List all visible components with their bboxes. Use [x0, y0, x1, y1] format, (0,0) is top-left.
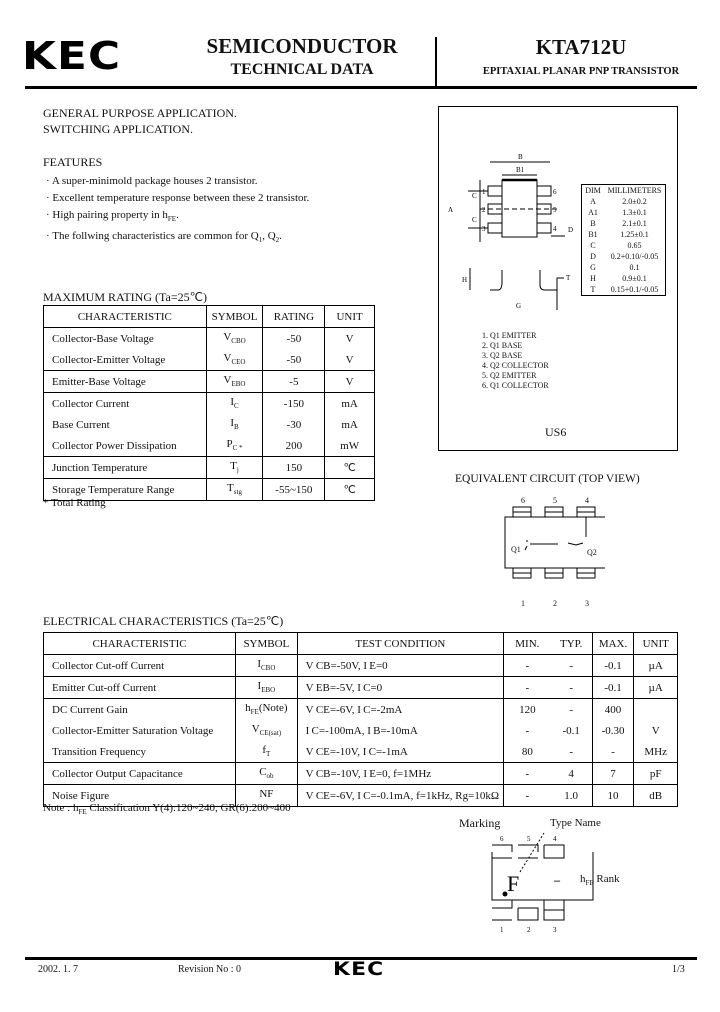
table-row: C 0.65 [590, 241, 642, 250]
col-header: UNIT [634, 633, 678, 655]
electrical-characteristics-table [43, 632, 678, 807]
col-header: TEST CONDITION [297, 633, 503, 655]
part-description: EPITAXIAL PLANAR PNP TRANSISTOR [482, 66, 680, 77]
feature-item: · The follwing characteristics are common for $Q_1$, $Q_2$. [46, 230, 282, 245]
feature-item: · High pairing property in $h_{FE}$. [46, 209, 179, 224]
table-row [44, 328, 375, 350]
hfe-rank-label: $h_{FE}$ Rank [580, 873, 620, 888]
header-vertical-divider [435, 37, 437, 88]
rating-cell: 200 [263, 435, 325, 457]
table-header-row [582, 185, 666, 197]
pin-label: 2 [553, 599, 557, 608]
symbol-cell: $P_{C *}$ [206, 435, 263, 457]
pin-label: 5 [553, 496, 557, 505]
q1-label: Q1 [511, 545, 521, 554]
rating-cell: -50 [263, 328, 325, 350]
feature-item: · Excellent temperature response between these 2 transistor. [46, 192, 310, 204]
characteristic-cell: Junction Temperature [44, 457, 207, 479]
characteristic-cell: Collector-Emitter Voltage [44, 349, 207, 371]
footer-page-number: 1/3 [672, 964, 685, 975]
application-line-2: SWITCHING APPLICATION. [43, 122, 193, 136]
marking-letter: F [507, 871, 520, 896]
col-header: SYMBOL [236, 633, 298, 655]
svg-text:5: 5 [527, 835, 531, 843]
table-row [44, 457, 375, 479]
package-drawing [440, 150, 580, 310]
table-row: T 0.15+0.1/-0.05 [590, 285, 659, 294]
pin-label: 4 [585, 496, 589, 505]
unit-cell: V [325, 371, 375, 393]
table-row: B 2.1±0.1 [590, 219, 647, 228]
symbol-cell: $V_{EBO}$ [206, 371, 263, 393]
table-row [44, 371, 375, 393]
application-line-1: GENERAL PURPOSE APPLICATION. [43, 106, 237, 120]
rating-cell: -50 [263, 349, 325, 371]
table-row: G 0.1 [590, 263, 640, 272]
svg-text:6: 6 [500, 835, 504, 843]
col-header: CHARACTERISTIC [44, 306, 207, 328]
svg-text:T: T [566, 274, 571, 282]
dim-label-b1: B1 [516, 166, 525, 174]
col-header: MILLIMETERS [607, 186, 662, 195]
header-title-technical-data: TECHNICAL DATA [230, 61, 374, 78]
svg-text:2: 2 [482, 206, 486, 214]
col-header: MAX. [592, 633, 634, 655]
part-number: KTA712U [535, 35, 627, 59]
svg-text:3: 3 [482, 225, 486, 233]
pin-label: 1 [521, 599, 525, 608]
col-header: CHARACTERISTIC [44, 633, 236, 655]
unit-cell: mW [325, 435, 375, 457]
pin-item: 3. Q2 BASE [482, 351, 523, 360]
table-row: Transition Frequency $f_T$ V CE=-10V, I C=-1mA 80 - - MHz [44, 741, 678, 763]
table-row: DC Current Gain $h_{FE}(Note)$ V CE=-6V, I C=-2mA 120 - 400 [44, 699, 678, 721]
symbol-cell: $I_C$ [206, 393, 263, 415]
table-header-row [44, 633, 678, 655]
rating-cell: 150 [263, 457, 325, 479]
electrical-characteristics-heading: ELECTRICAL CHARACTERISTICS (Ta=25℃) [43, 614, 284, 628]
kec-logo: KEC [22, 34, 122, 78]
symbol-cell: $V_{CEO}$ [206, 349, 263, 371]
rating-cell: -150 [263, 393, 325, 415]
table-row: Collector Cut-off Current $I_{CBO}$ V CB=-50V, I E=0 - - -0.1 µA [44, 655, 678, 677]
svg-text:D: D [568, 226, 574, 234]
table-row: Noise Figure NF V CE=-6V, I C=-0.1mA, f=1kHz, Rg=10kΩ - 1.0 10 dB [44, 785, 678, 807]
features-heading: FEATURES [43, 155, 103, 169]
rating-cell: -55~150 [263, 479, 325, 501]
header-rule [25, 86, 697, 89]
unit-cell: V [325, 328, 375, 350]
equivalent-circuit-heading: EQUIVALENT CIRCUIT (TOP VIEW) [455, 473, 640, 485]
table-row: A1 1.3±0.1 [588, 208, 647, 217]
table-row: A 2.0±0.2 [590, 197, 647, 206]
unit-cell: mA [325, 414, 375, 435]
characteristic-cell: Base Current [44, 414, 207, 435]
col-header: TYP. [551, 633, 592, 655]
feature-item: · A super-minimold package houses 2 transistor. [46, 175, 258, 187]
symbol-cell: $T_j$ [206, 457, 263, 479]
symbol-cell: $T_{stg}$ [206, 479, 263, 501]
table-row: Emitter Cut-off Current $I_{EBO}$ V EB=-5V, I C=0 - - -0.1 µA [44, 677, 678, 699]
table-row: B1 1.25±0.1 [588, 230, 649, 239]
unit-cell: ℃ [325, 457, 375, 479]
unit-cell: mA [325, 393, 375, 415]
max-rating-table [43, 305, 375, 501]
unit-cell: ℃ [325, 479, 375, 501]
table-row [44, 435, 375, 457]
pin-item: 1. Q1 EMITTER [482, 331, 537, 340]
col-header: RATING [263, 306, 325, 328]
dim-label-b: B [518, 153, 523, 161]
col-header: DIM [585, 186, 601, 195]
header-title-semiconductor: SEMICONDUCTOR [206, 34, 398, 58]
table-header-row [44, 306, 375, 328]
col-header: UNIT [325, 306, 375, 328]
footer-revision: Revision No : 0 [178, 964, 242, 975]
col-header: SYMBOL [206, 306, 263, 328]
svg-text:C: C [472, 192, 477, 200]
max-rating-heading: MAXIMUM RATING (Ta=25℃) [43, 290, 208, 304]
table-row [44, 414, 375, 435]
rating-cell: -30 [263, 414, 325, 435]
col-header: MIN. [504, 633, 551, 655]
svg-text:1: 1 [482, 188, 486, 196]
svg-text:G: G [516, 302, 522, 310]
footer-date: 2002. 1. 7 [38, 964, 78, 975]
svg-text:C: C [472, 216, 477, 224]
svg-text:6: 6 [553, 188, 557, 196]
dim-label-a: A [448, 206, 454, 214]
pin-item: 5. Q2 EMITTER [482, 371, 537, 380]
svg-text:4: 4 [553, 225, 557, 233]
characteristic-cell: Emitter-Base Voltage [44, 371, 207, 393]
svg-text:4: 4 [553, 835, 557, 843]
max-rating-footnote: * Total Rating [43, 497, 106, 509]
table-row [44, 349, 375, 371]
symbol-cell: $I_B$ [206, 414, 263, 435]
q2-label: Q2 [587, 548, 597, 557]
table-row: Collector-Emitter Saturation Voltage $V_{CE(sat)}$ I C=-100mA, I B=-10mA - -0.1 -0.30 V [44, 720, 678, 741]
pin-item: 2. Q1 BASE [482, 341, 523, 350]
package-name: US6 [545, 425, 567, 439]
pin-item: 6. Q1 COLLECTOR [482, 381, 549, 390]
rating-cell: -5 [263, 371, 325, 393]
hfe-classification-note: Note : $h_{FE}$ Classification Y(4):120~240, GR(6):200~400 [43, 802, 291, 817]
svg-text:5: 5 [553, 206, 557, 214]
table-row [44, 393, 375, 415]
pin-label: 6 [521, 496, 525, 505]
footer-kec-logo: KEC [333, 958, 385, 980]
marking-heading: Marking [459, 816, 501, 830]
table-row: H 0.9±0.1 [590, 274, 647, 283]
symbol-cell: $V_{CBO}$ [206, 328, 263, 350]
dimension-table [581, 184, 666, 296]
table-row: D 0.2+0.10/-0.05 [590, 252, 659, 261]
characteristic-cell: Storage Temperature Range [44, 479, 207, 501]
pin-item: 4. Q2 COLLECTOR [482, 361, 549, 370]
characteristic-cell: Collector Current [44, 393, 207, 415]
svg-text:2: 2 [527, 926, 531, 934]
table-row: Collector Output Capacitance $C_{ob}$ V CB=-10V, I E=0, f=1MHz - 4 7 pF [44, 763, 678, 785]
svg-text:3: 3 [553, 926, 557, 934]
unit-cell: V [325, 349, 375, 371]
pin-assignment-list [482, 331, 549, 391]
svg-text:H: H [462, 276, 468, 284]
characteristic-cell: Collector Power Dissipation [44, 435, 207, 457]
characteristic-cell: Collector-Base Voltage [44, 328, 207, 350]
pin-label: 3 [585, 599, 589, 608]
svg-text:1: 1 [500, 926, 504, 934]
type-name-label: Type Name [550, 817, 601, 829]
hfe-rank-mark: – [554, 873, 560, 887]
features-list [46, 173, 309, 249]
